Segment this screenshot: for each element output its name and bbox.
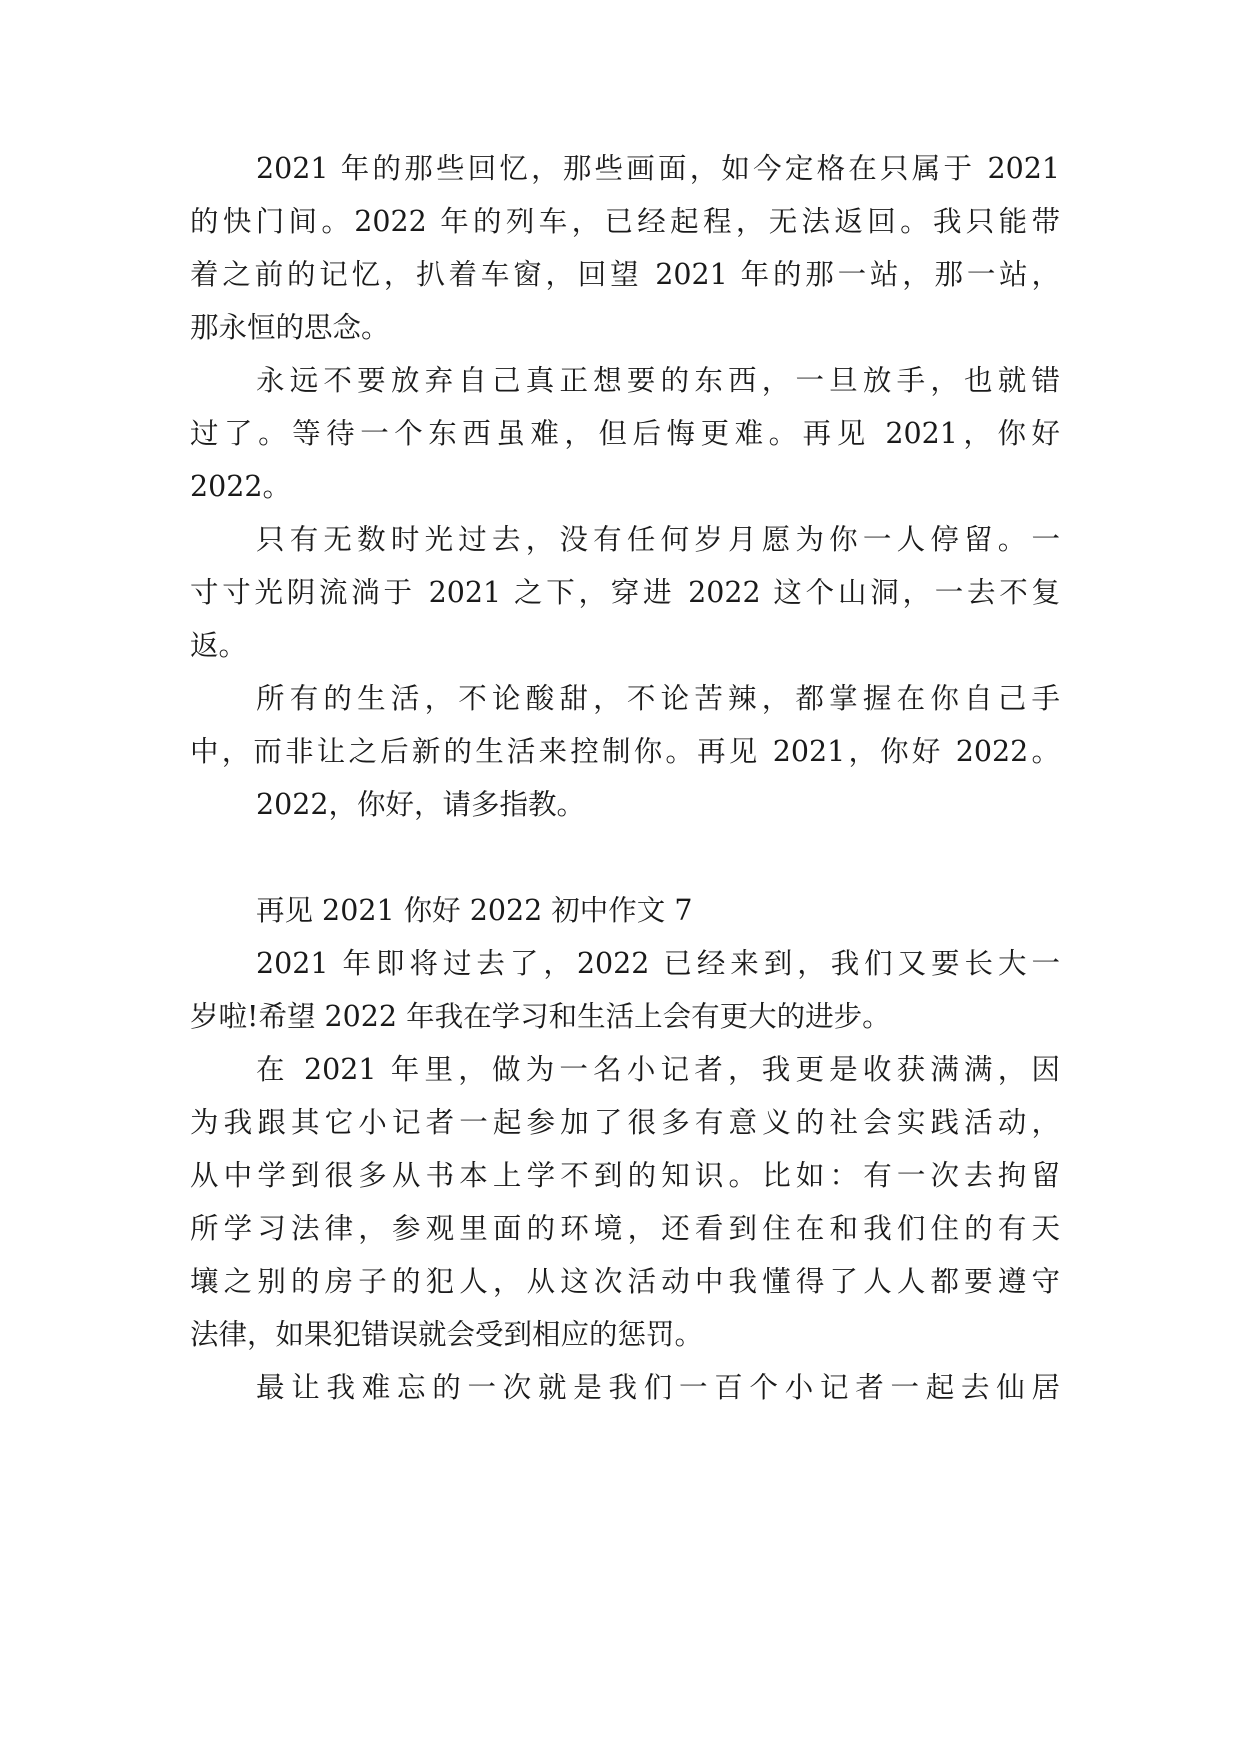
paragraph-2-line-2: 过了。等待一个东西虽难，但后悔更难。再见 2021，你好 (190, 417, 1060, 450)
paragraph-8-line-3: 从中学到很多从书本上学不到的知识。比如：有一次去拘留 (190, 1159, 1060, 1192)
paragraph-4-line-2: 中，而非让之后新的生活来控制你。再见 2021，你好 2022。 (190, 735, 1060, 768)
paragraph-7-line-2: 岁啦!希望 2022 年我在学习和生活上会有更大的进步。 (190, 1000, 891, 1033)
paragraph-4-line-1: 所有的生活，不论酸甜，不论苦辣，都掌握在你自己手 (256, 682, 1060, 715)
paragraph-1-line-3: 着之前的记忆，扒着车窗，回望 2021 年的那一站，那一站， (190, 258, 1060, 291)
paragraph-9-line-1: 最让我难忘的一次就是我们一百个小记者一起去仙居 (256, 1371, 1060, 1404)
paragraph-5-line-1: 2022，你好，请多指教。 (256, 788, 586, 821)
paragraph-1-line-4: 那永恒的思念。 (190, 311, 390, 344)
essay-heading: 再见 2021 你好 2022 初中作文 7 (256, 894, 693, 927)
paragraph-1-line-1: 2021 年的那些回忆，那些画面，如今定格在只属于 2021 (256, 152, 1060, 185)
paragraph-3-line-1: 只有无数时光过去，没有任何岁月愿为你一人停留。一 (256, 523, 1060, 556)
paragraph-8-line-5: 壤之别的房子的犯人，从这次活动中我懂得了人人都要遵守 (190, 1265, 1060, 1298)
paragraph-8-line-2: 为我跟其它小记者一起参加了很多有意义的社会实践活动， (190, 1106, 1060, 1139)
paragraph-8-line-1: 在 2021 年里，做为一名小记者，我更是收获满满，因 (256, 1053, 1060, 1086)
paragraph-1-line-2: 的快门间。2022 年的列车，已经起程，无法返回。我只能带 (190, 205, 1060, 238)
paragraph-7-line-1: 2021 年即将过去了，2022 已经来到，我们又要长大一 (256, 947, 1060, 980)
paragraph-2-line-3: 2022。 (190, 470, 292, 503)
paragraph-8-line-4: 所学习法律，参观里面的环境，还看到住在和我们住的有天 (190, 1212, 1060, 1245)
paragraph-3-line-2: 寸寸光阴流淌于 2021 之下，穿进 2022 这个山洞，一去不复 (190, 576, 1060, 609)
paragraph-8-line-6: 法律，如果犯错误就会受到相应的惩罚。 (190, 1318, 704, 1351)
paragraph-2-line-1: 永远不要放弃自己真正想要的东西，一旦放手，也就错 (256, 364, 1060, 397)
paragraph-3-line-3: 返。 (190, 629, 248, 662)
